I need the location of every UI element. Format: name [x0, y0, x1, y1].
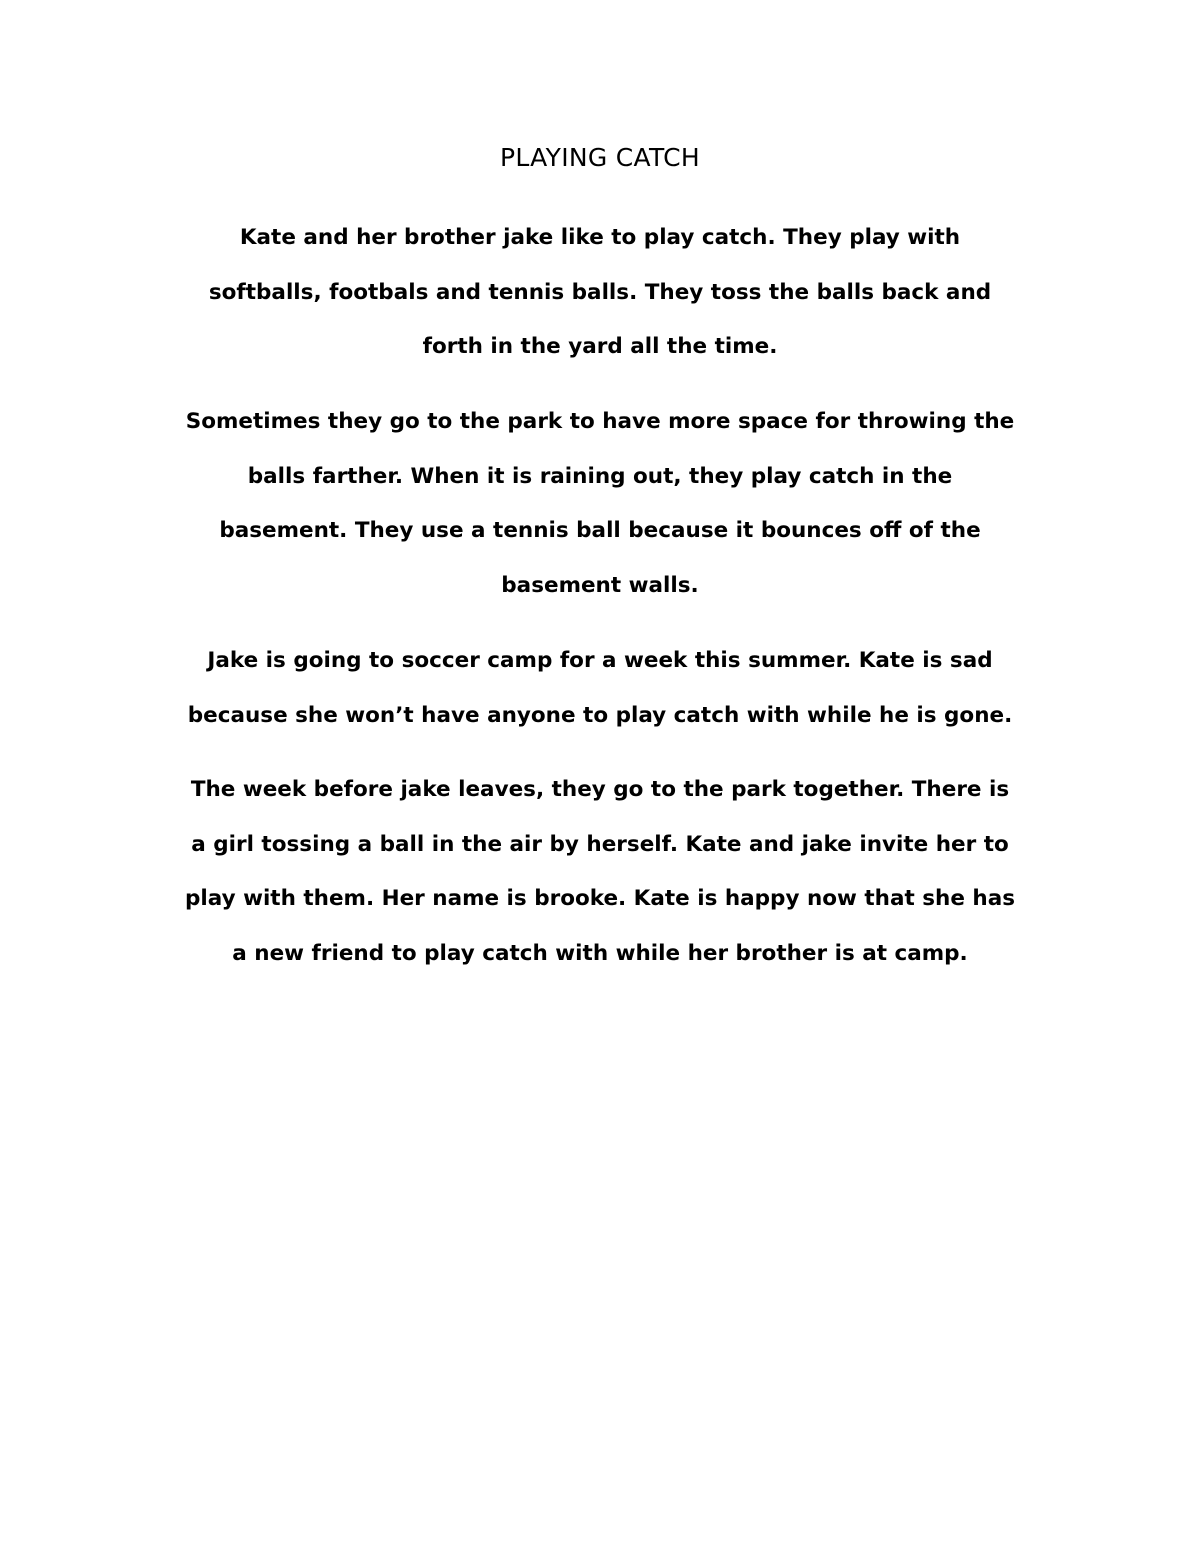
paragraph-4 [100, 763, 1100, 981]
paragraph-3 [100, 634, 1100, 743]
paragraph-line: because she won’t have anyone to play catch with while he is gone. [187, 702, 1013, 728]
paragraph-line: a new friend to play catch with while her brother is at camp. [232, 940, 968, 966]
paragraph-1 [100, 211, 1100, 375]
paragraph-line: play with them. Her name is brooke. Kate is happy now that she has [184, 886, 1016, 911]
paragraph-line: Sometimes they go to the park to have more space for throwing the [185, 409, 1015, 434]
document-title: PLAYING CATCH [500, 143, 700, 172]
paragraph-line: Kate and her brother jake like to play catch. They play with [239, 225, 961, 250]
paragraph-line: basement. They use a tennis ball because it bounces off of the [219, 518, 981, 543]
paragraph-line: softballs, footbals and tennis balls. They toss the balls back and [208, 279, 992, 305]
paragraph-line: forth in the yard all the time. [422, 334, 778, 359]
paragraph-line: basement walls. [501, 572, 699, 598]
paragraph-line: The week before jake leaves, they go to the park together. There is [190, 777, 1010, 802]
paragraph-2 [100, 395, 1100, 613]
paragraph-line: Jake is going to soccer camp for a week this summer. Kate is sad [207, 648, 993, 673]
paragraph-line: balls farther. When it is raining out, they play catch in the [247, 463, 953, 489]
paragraph-line: a girl tossing a ball in the air by herself. Kate and jake invite her to [191, 831, 1009, 857]
